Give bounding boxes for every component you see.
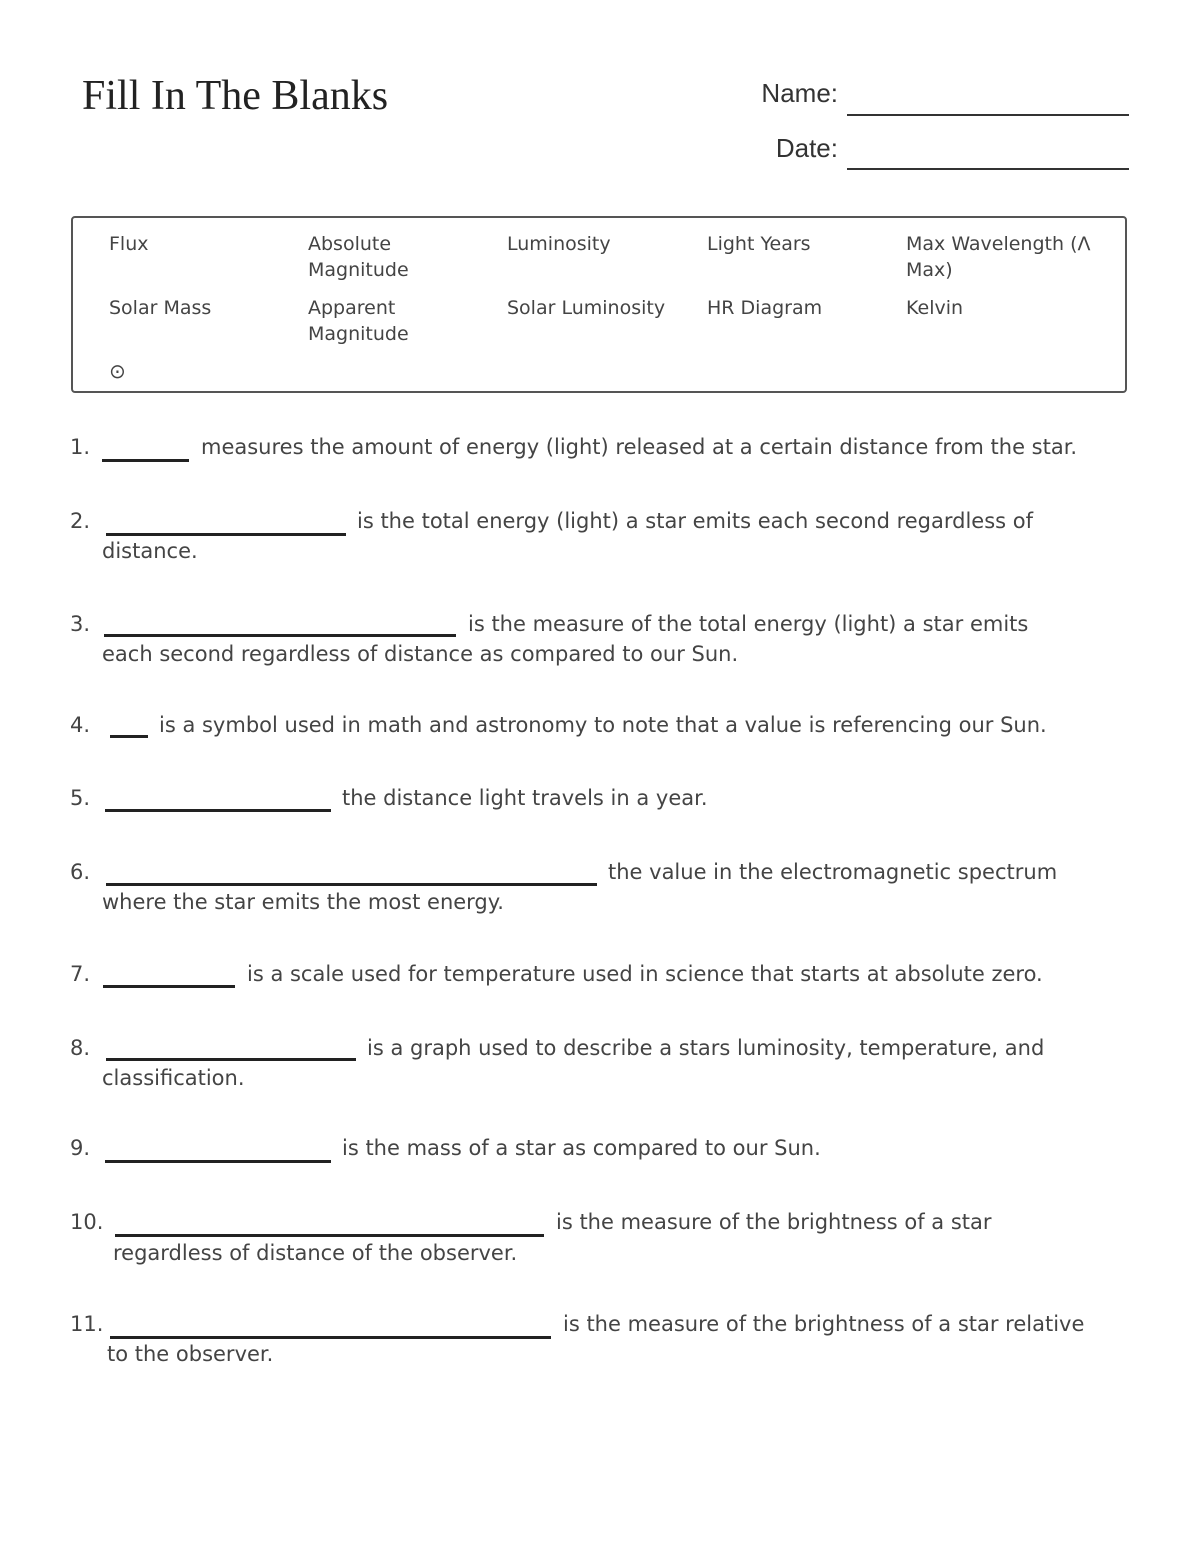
question-text: classification. [102, 1066, 245, 1090]
question-text: where the star emits the most energy. [102, 890, 504, 914]
question-number: 7. [70, 962, 91, 986]
question-text: is a scale used for temperature used in science that starts at absolute zero. [247, 962, 1043, 986]
name-underline [847, 114, 1129, 116]
word-bank-item: Solar Luminosity [507, 297, 666, 319]
answer-blank[interactable] [110, 735, 148, 738]
answer-blank[interactable] [105, 809, 331, 812]
answer-blank[interactable] [103, 985, 235, 988]
name-input[interactable] [847, 80, 1129, 114]
question-text: regardless of distance of the observer. [113, 1241, 518, 1265]
question-number: 3. [70, 612, 91, 636]
date-underline [847, 168, 1129, 170]
answer-blank[interactable] [106, 883, 597, 886]
question-text: is a symbol used in math and astronomy to note that a value is referencing our Sun. [159, 713, 1047, 737]
question-number: 9. [70, 1136, 91, 1160]
question-number: 11. [70, 1312, 104, 1336]
question-text: measures the amount of energy (light) released at a certain distance from the star. [201, 435, 1078, 459]
page-title: Fill In The Blanks [82, 73, 389, 119]
question-text: is the measure of the brightness of a star [556, 1210, 992, 1234]
question-number: 2. [70, 509, 91, 533]
word-bank-item: Flux [109, 233, 149, 255]
word-bank-item: Absolute Magnitude [308, 233, 409, 281]
question-text: distance. [102, 539, 198, 563]
date-input[interactable] [847, 135, 1129, 169]
sun-symbol-icon: ⊙ [109, 359, 126, 383]
word-bank-item: Max Wavelength (Λ Max) [906, 233, 1091, 281]
answer-blank[interactable] [105, 1160, 331, 1163]
question-text: is the measure of the total energy (light) a star emits [468, 612, 1029, 636]
name-label: Name: [761, 78, 838, 108]
question-number: 6. [70, 860, 91, 884]
question-number: 4. [70, 713, 91, 737]
question-number: 8. [70, 1036, 91, 1060]
question-text: is the total energy (light) a star emits each second regardless of [357, 509, 1034, 533]
question-text: is the measure of the brightness of a star relative [563, 1312, 1085, 1336]
word-bank [71, 216, 1127, 393]
question-text: is the mass of a star as compared to our Sun. [342, 1136, 821, 1160]
question-number: 5. [70, 786, 91, 810]
answer-blank[interactable] [115, 1234, 544, 1237]
question-number: 10. [70, 1210, 104, 1234]
question-text: the distance light travels in a year. [342, 786, 708, 810]
word-bank-item: Light Years [707, 233, 811, 255]
date-label: Date: [775, 133, 838, 163]
question-text: is a graph used to describe a stars luminosity, temperature, and [367, 1036, 1045, 1060]
question-text: the value in the electromagnetic spectrum [608, 860, 1058, 884]
question-text: each second regardless of distance as compared to our Sun. [102, 642, 739, 666]
word-bank-item: Kelvin [906, 297, 964, 319]
question-text: to the observer. [107, 1342, 274, 1366]
word-bank-item: Luminosity [507, 233, 611, 255]
answer-blank[interactable] [106, 1058, 356, 1061]
answer-blank[interactable] [104, 634, 456, 637]
word-bank-item: Solar Mass [109, 297, 212, 319]
word-bank-item: HR Diagram [707, 297, 823, 319]
answer-blank[interactable] [102, 459, 189, 462]
question-number: 1. [70, 435, 91, 459]
word-bank-item: Apparent Magnitude [308, 297, 409, 345]
